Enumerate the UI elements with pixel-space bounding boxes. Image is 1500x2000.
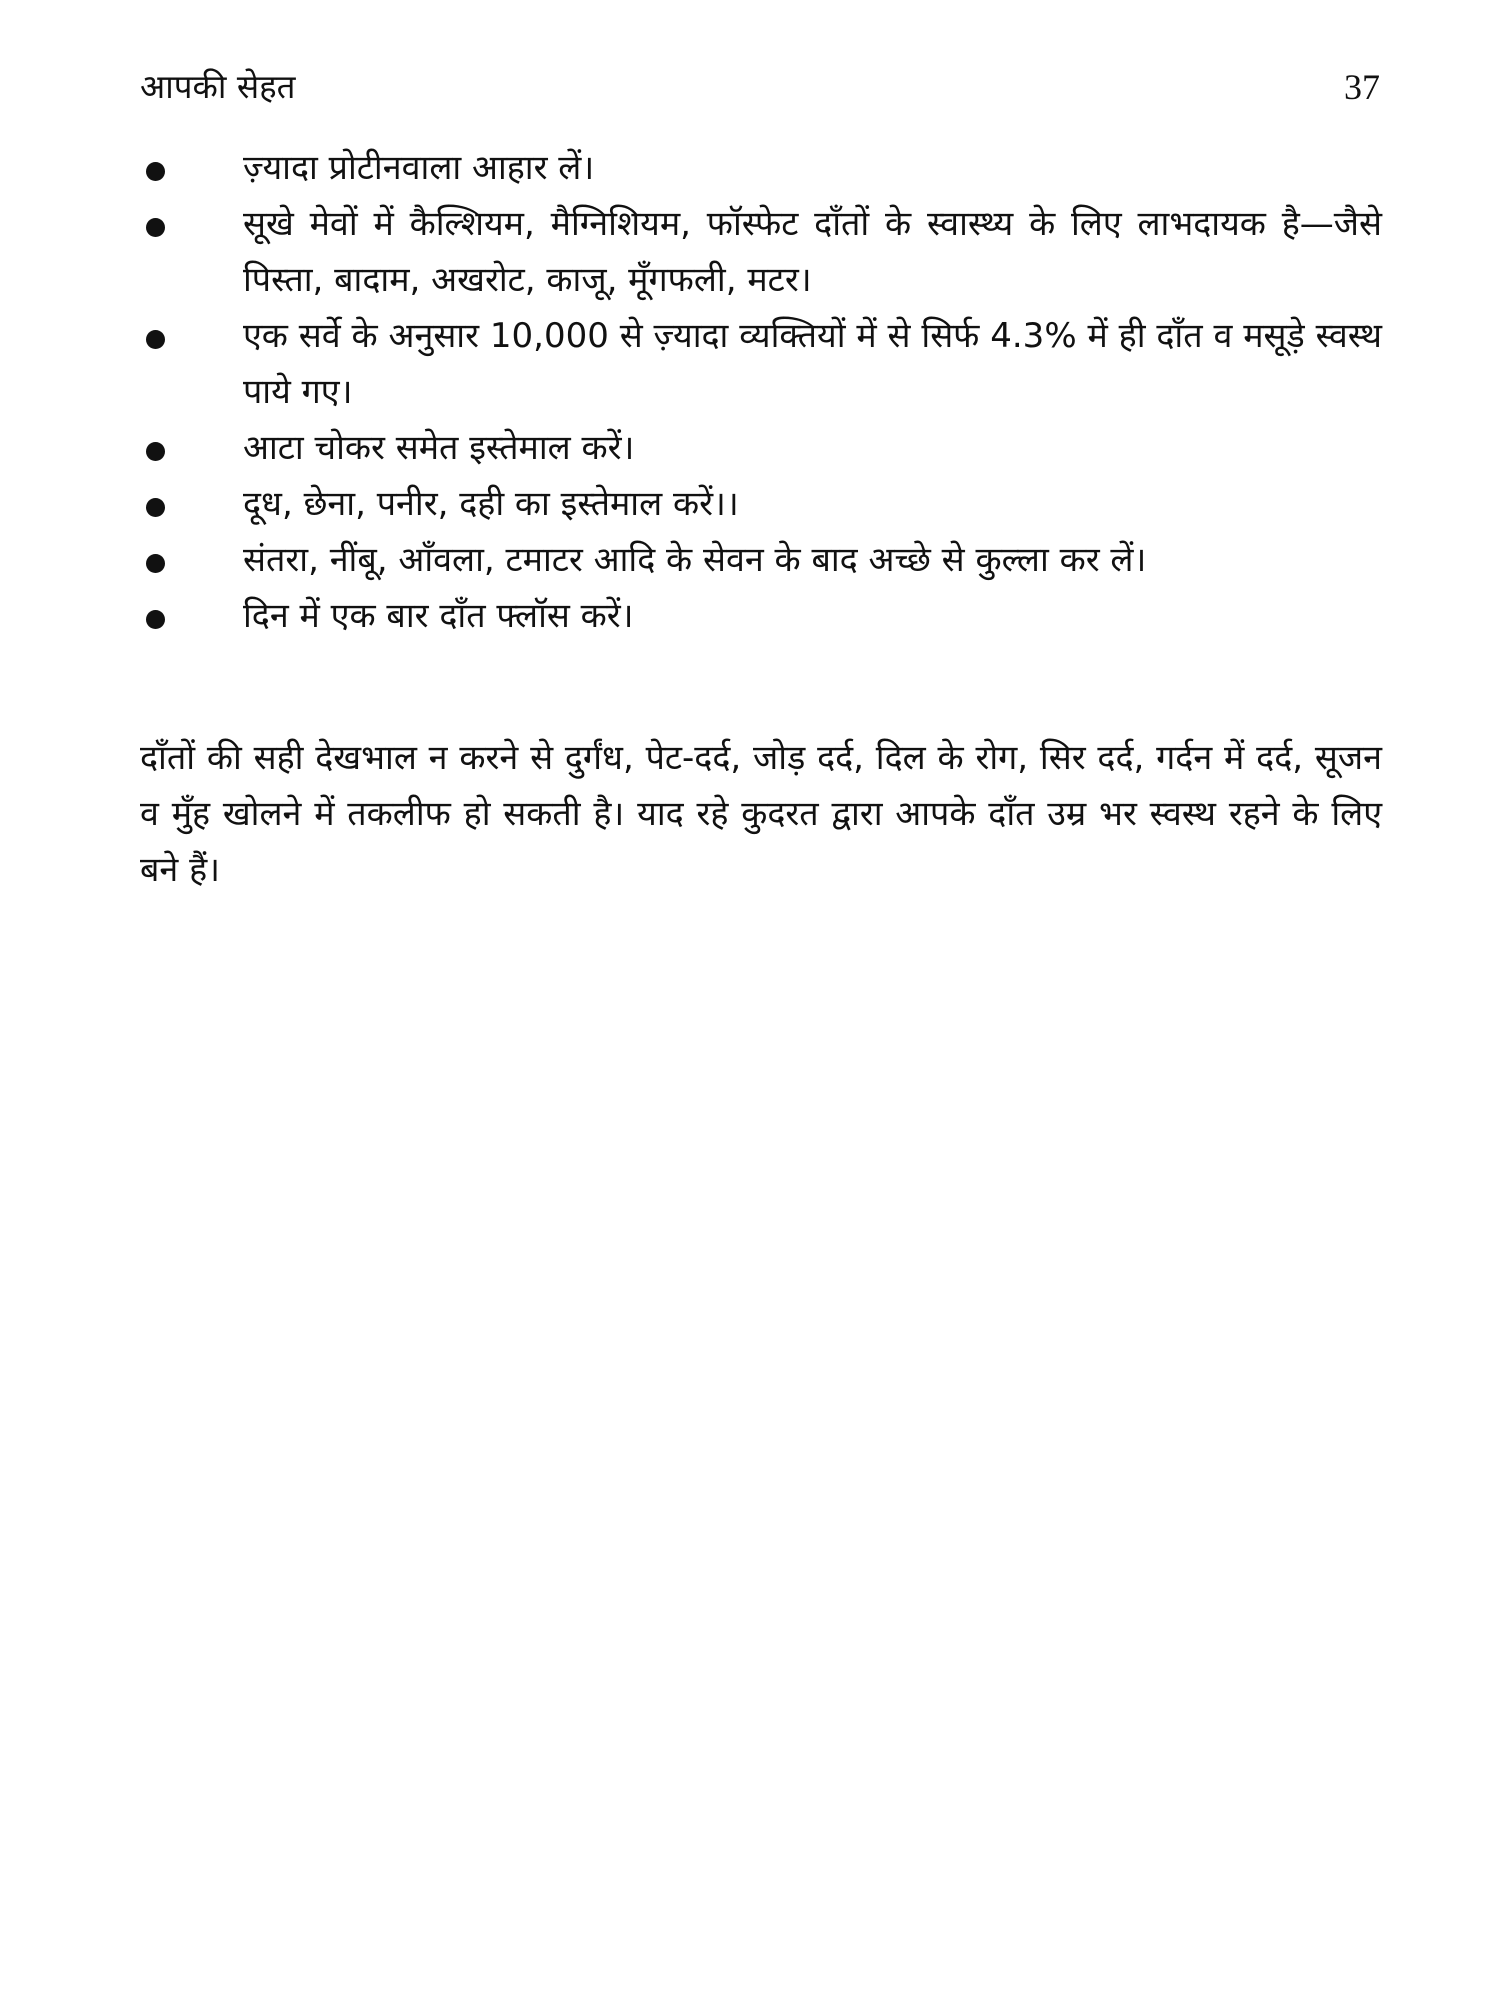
running-header-title: आपकी सेहत: [140, 67, 296, 106]
list-item-text: संतरा, नींबू, आँवला, टमाटर आदि के सेवन के बाद अच्छे से कुल्ला कर लें।: [243, 540, 1147, 580]
bullet-icon: [146, 218, 165, 237]
list-item: [140, 196, 1382, 308]
list-item-text: दिन में एक बार दाँत फ्लॉस करें।: [243, 596, 634, 636]
bullet-icon: [146, 162, 165, 181]
list-item: [140, 420, 1382, 476]
list-item: [140, 588, 1382, 644]
list-item: [140, 532, 1382, 588]
list-item: [140, 308, 1382, 420]
bullet-icon: [146, 610, 165, 629]
bullet-icon: [146, 554, 165, 573]
bullet-list: [140, 140, 1382, 644]
list-item-text: दूध, छेना, पनीर, दही का इस्तेमाल करें।।: [243, 484, 739, 524]
body-paragraph: दाँतों की सही देखभाल न करने से दुर्गंध, पेट-दर्द, जोड़ दर्द, दिल के रोग, सिर दर्द, गर्दन में दर्द, सूजन व मुँह खोलने में तकलीफ हो सकती है। याद रहे कुदरत द्वारा आपके दाँत उम्र भर स्वस्थ रहने के लिए बने हैं।: [140, 738, 1382, 890]
list-item-text: एक सर्वे के अनुसार 10,000 से ज़्यादा व्यक्तियों में से सिर्फ 4.3% में ही दाँत व मसूड़े स्वस्थ पाये गए।: [243, 316, 1382, 412]
list-item-text: सूखे मेवों में कैल्शियम, मैग्निशियम, फॉस्फेट दाँतों के स्वास्थ्य के लिए लाभदायक है—जैसे पिस्ता, बादाम, अखरोट, काजू, मूँगफली, मटर।: [243, 204, 1382, 300]
bullet-icon: [146, 330, 165, 349]
bullet-icon: [146, 442, 165, 461]
list-item: [140, 476, 1382, 532]
list-item-text: आटा चोकर समेत इस्तेमाल करें।: [243, 428, 635, 468]
list-item-text: ज़्यादा प्रोटीनवाला आहार लें।: [243, 148, 595, 188]
page-number: 37: [1344, 67, 1380, 107]
bullet-icon: [146, 498, 165, 517]
list-item: [140, 140, 1382, 196]
running-header: [140, 62, 1380, 112]
